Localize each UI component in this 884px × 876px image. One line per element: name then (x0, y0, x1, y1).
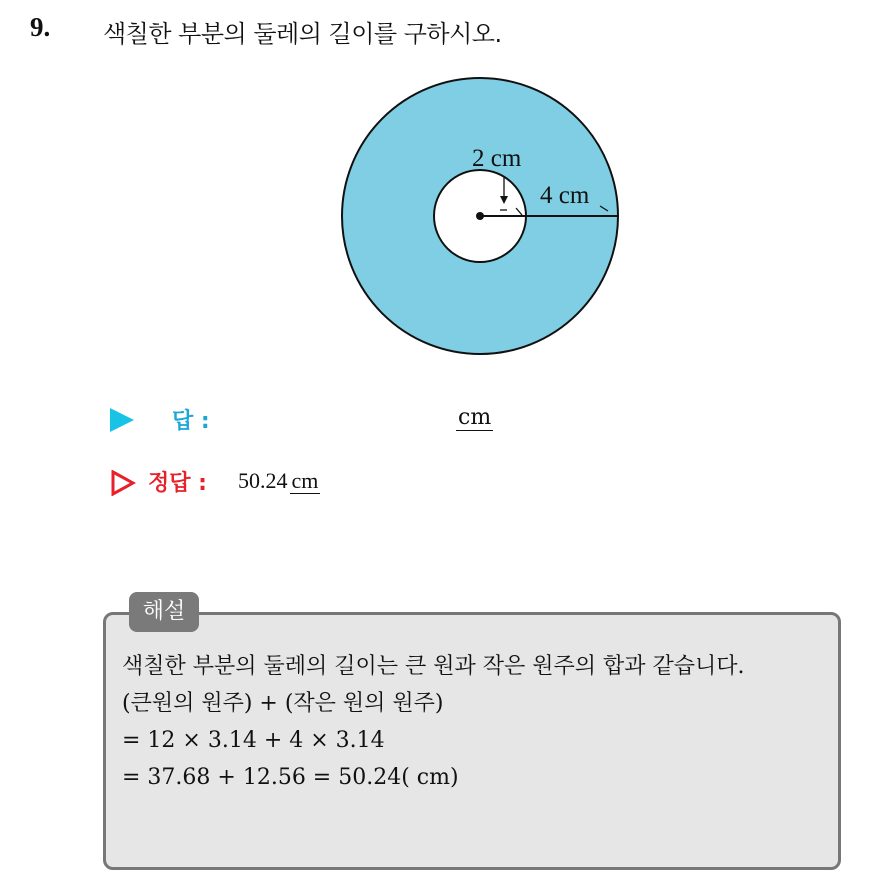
correct-answer-value (238, 468, 320, 494)
question-text: 색칠한 부분의 둘레의 길이를 구하시오. (103, 20, 502, 48)
solution-line: = 12 × 3.14 + 4 × 3.14 (122, 728, 385, 753)
solution-line: (큰원의 원주) + (작은 원의 원주) (122, 691, 444, 716)
correct-answer-label: 정답 : (148, 471, 207, 496)
correct-value-number: 50.24 (238, 468, 288, 493)
solution-text (122, 648, 827, 796)
play-outline-icon (110, 470, 136, 496)
solution-line: 색칠한 부분의 둘레의 길이는 큰 원과 작은 원주의 합과 같습니다. (122, 654, 745, 679)
ring-figure (330, 68, 630, 368)
correct-value-unit: cm (291, 468, 319, 493)
solution-line: = 37.68 + 12.56 = 50.24( cm) (122, 765, 459, 790)
play-icon (110, 408, 134, 432)
answer-label: 답 : (172, 409, 210, 434)
question-number: 9. (30, 12, 51, 42)
inner-radius-label: 2 cm (472, 145, 522, 172)
answer-unit: cm (458, 405, 492, 430)
solution-tag: 해설 (129, 592, 199, 632)
outer-width-label: 4 cm (540, 182, 590, 209)
